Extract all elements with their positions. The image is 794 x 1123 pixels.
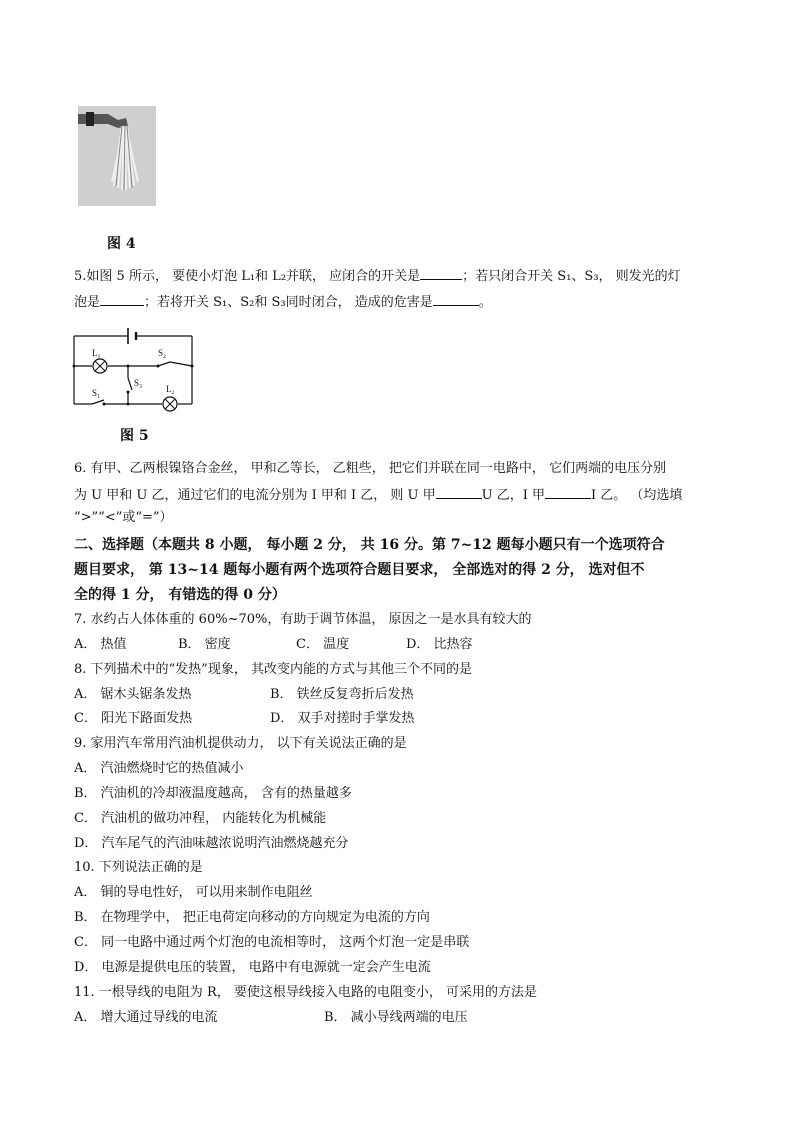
q8-option-c[interactable]: C． 阳光下路面发热 — [74, 711, 193, 726]
circuit-label-l2: L₂ — [166, 384, 175, 394]
q5-line-2 — [74, 291, 492, 313]
q7-option-b[interactable]: B． 密度 — [178, 637, 231, 652]
q7-option-a[interactable]: A． 热值 — [74, 637, 127, 652]
q9-option-b[interactable]: B． 汽油机的冷却液温度越高， 含有的热量越多 — [74, 786, 352, 801]
q5-text-1a: 5.如图 5 所示， 要使小灯泡 L₁和 L₂并联， 应闭合的开关是 — [74, 269, 421, 284]
section-2-heading-line-3: 全的得 1 分， 有错选的得 0 分） — [74, 587, 286, 603]
circuit-label-s2: S₂ — [158, 348, 167, 358]
q9-option-c[interactable]: C． 汽油机的做功冲程， 内能转化为机械能 — [74, 811, 327, 826]
q7-option-c[interactable]: C． 温度 — [296, 637, 350, 652]
hand-strips-illustration — [78, 106, 156, 206]
q6-blank-2[interactable] — [545, 484, 591, 499]
q11-option-a[interactable]: A． 增大通过导线的电流 — [74, 1010, 218, 1025]
q8-options-row-2 — [74, 709, 415, 729]
q8-option-a[interactable]: A． 锯木头锯条发热 — [74, 687, 192, 702]
q10-option-a[interactable]: A． 铜的导电性好， 可以用来制作电阻丝 — [74, 885, 313, 900]
q5-blank-2[interactable] — [100, 291, 144, 306]
q6-text-2c: I 乙。 （均选填 — [590, 488, 683, 503]
lamp-l1-icon — [93, 359, 107, 373]
q5-text-2c: 。 — [478, 295, 492, 310]
q10-option-c[interactable]: C． 同一电路中通过两个灯泡的电流相等时， 这两个灯泡一定是串联 — [74, 935, 470, 950]
circuit-diagram — [70, 326, 200, 412]
q11-stem: 11. 一根导线的电阻为 R， 要使这根导线接入电路的电阻变小， 可采用的方法是 — [74, 985, 537, 1000]
q8-option-d[interactable]: D． 双手对搓时手掌发热 — [270, 711, 415, 726]
q11-option-b[interactable]: B． 减小导线两端的电压 — [324, 1010, 468, 1025]
q9-stem: 9. 家用汽车常用汽油机提供动力， 以下有关说法正确的是 — [74, 736, 407, 751]
q5-line-1 — [74, 265, 681, 287]
figure-4-photo — [78, 106, 156, 206]
figure-4-caption: 图 4 — [107, 236, 136, 252]
q7-stem: 7. 水约占人体体重的 60%~70%，有助于调节体温， 原因之一是水具有较大的 — [74, 612, 532, 627]
q9-option-a[interactable]: A． 汽油燃烧时它的热值减小 — [74, 761, 244, 776]
q8-stem: 8. 下列描术中的“发热”现象， 其改变内能的方式与其他三个不同的是 — [74, 662, 472, 677]
q10-option-d[interactable]: D． 电源是提供电压的装置， 电路中有电源就一定会产生电流 — [74, 960, 431, 975]
q9-option-d[interactable]: D． 汽车尾气的汽油味越浓说明汽油燃烧越充分 — [74, 836, 349, 851]
q5-blank-3[interactable] — [433, 291, 479, 306]
q5-blank-1[interactable] — [420, 265, 462, 280]
q6-line-1: 6. 有甲、乙两根镍铬合金丝， 甲和乙等长， 乙粗些， 把它们并联在同一电路中， 它们两端的电压分别 — [74, 461, 667, 476]
q7-option-d[interactable]: D． 比热容 — [406, 637, 473, 652]
q6-blank-1[interactable] — [436, 484, 482, 499]
q5-text-2b: ；若将开关 S₁、S₂和 S₃同时闭合， 造成的危害是 — [144, 295, 433, 310]
circuit-label-s3: S₃ — [134, 378, 143, 388]
q10-option-b[interactable]: B． 在物理学中， 把正电荷定向移动的方向规定为电流的方向 — [74, 910, 430, 925]
circuit-label-l1: L₁ — [92, 348, 101, 358]
q5-text-2a: 泡是 — [74, 295, 101, 310]
q5-text-1b: ；若只闭合开关 S₁、S₃， 则发光的灯 — [462, 269, 681, 284]
q8-options-row-1 — [74, 685, 414, 705]
q7-options — [74, 635, 473, 655]
q10-stem: 10. 下列说法正确的是 — [74, 860, 203, 875]
section-2-heading-line-2: 题目要求， 第 13~14 题每小题有两个选项符合题目要求， 全部选对的得 2 分， 选对但不 — [74, 562, 645, 578]
q6-text-2b: U 乙，I 甲 — [481, 488, 545, 503]
section-2-heading-line-1: 二、选择题（本题共 8 小题， 每小题 2 分， 共 16 分。第 7~12 题每小题只有一个选项符合 — [74, 537, 665, 553]
q8-option-b[interactable]: B． 铁丝反复弯折后发热 — [270, 687, 414, 702]
figure-5-caption: 图 5 — [120, 428, 149, 444]
q6-line-2 — [74, 484, 682, 506]
lamp-l2-icon — [163, 397, 177, 411]
circuit-label-s1: S₁ — [92, 388, 101, 398]
q6-text-2a: 为 U 甲和 U 乙，通过它们的电流分别为 I 甲和 I 乙， 则 U 甲 — [74, 488, 436, 503]
q6-line-3: “>”“<”或“=”） — [74, 510, 173, 525]
q11-options-row-1 — [74, 1008, 468, 1028]
